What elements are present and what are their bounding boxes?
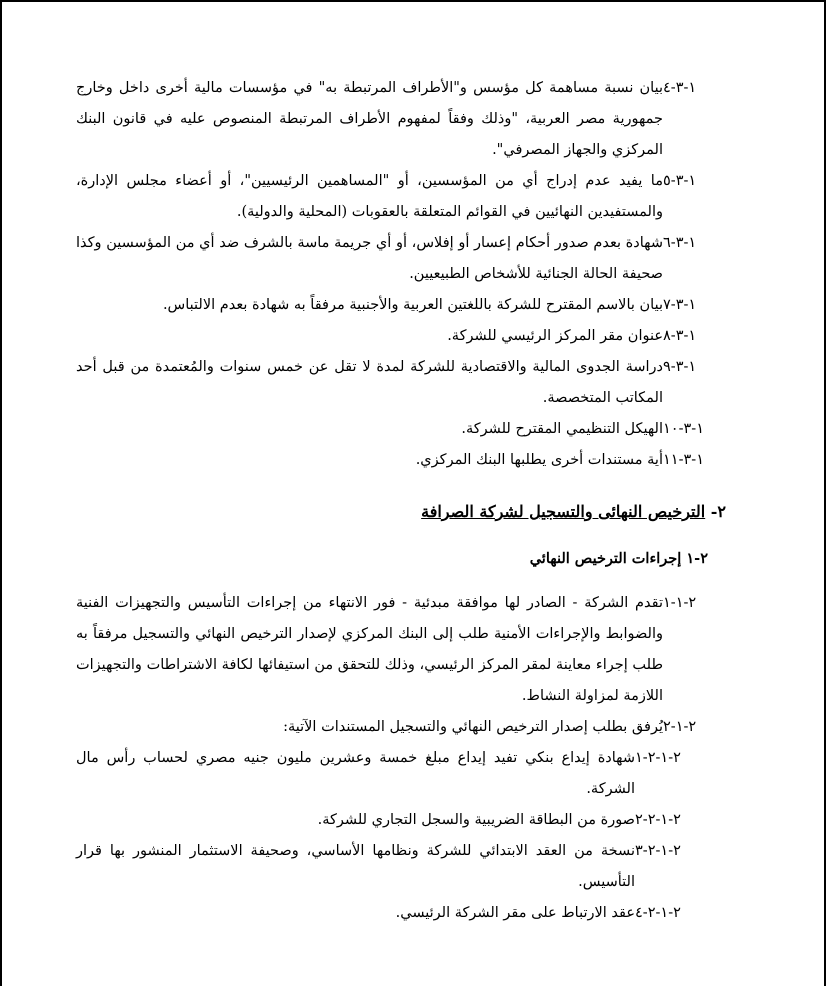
item-text: تقدم الشركة - الصادر لها موافقة مبدئية - فور الانتهاء من إجراءات التأسيس والتجهيزات الفنية والضوابط والإجراءات الأمنية طلب إلى البنك المركزي لإصدار الترخيص النهائي والتسجيل مرفقاً به طلب إجراء معاينة لمقر المركز الرئيسي، وذلك للتحقق من استيفائها لكافة الاشتراطات والتجهيزات اللازمة لمزاولة النشاط. (76, 595, 663, 704)
item-number: ١-٣-٤ (663, 80, 697, 96)
list-item (76, 898, 726, 929)
item-text: عنوان مقر المركز الرئيسي للشركة. (447, 328, 663, 344)
list-item (76, 321, 726, 352)
item-text: شهادة بعدم صدور أحكام إعسار أو إفلاس، أو أي جريمة ماسة بالشرف ضد أي من المؤسسين وكذا صحيفة الحالة الجنائية للأشخاص الطبيعيين. (76, 235, 663, 282)
list-item (76, 805, 726, 836)
list-item (76, 228, 726, 290)
item-number: ١-٣-٧ (663, 297, 697, 313)
item-number: ٢-١-٢-١ (635, 750, 681, 766)
item-number: ١-٣-٦ (663, 235, 697, 251)
item-number: ٢-١-٢-٤ (635, 905, 681, 921)
item-text: صورة من البطاقة الضريبية والسجل التجاري للشركة. (317, 812, 635, 828)
section-title: الترخيص النهائى والتسجيل لشركة الصرافة (421, 502, 706, 521)
list-item (76, 836, 726, 898)
item-text: شهادة إيداع بنكي تفيد إيداع مبلغ خمسة وعشرين مليون جنيه مصري لحساب رأس مال الشركة. (76, 750, 635, 797)
item-text: بيان نسبة مساهمة كل مؤسس و"الأطراف المرتبطة به" في مؤسسات مالية أخرى داخل وخارج جمهورية مصر العربية، "وذلك وفقاً لمفهوم الأطراف المرتبطة المنصوص عليه في قانون البنك المركزي والجهاز المصرفي". (76, 80, 663, 158)
item-text: بيان بالاسم المقترح للشركة باللغتين العربية والأجنبية مرفقاً به شهادة بعدم الالتباس. (162, 297, 663, 313)
subsection-heading (76, 543, 708, 574)
subsection-number: ٢-١ (686, 550, 708, 567)
list-item (76, 743, 726, 805)
item-number: ١-٣-١١ (663, 452, 704, 468)
list-item (76, 352, 726, 414)
subsection-title: إجراءات الترخيص النهائي (529, 550, 682, 567)
item-number: ٢-١-٢ (663, 719, 697, 735)
item-number: ١-٣-١٠ (663, 421, 704, 437)
list-item (76, 588, 726, 712)
item-number: ٢-١-١ (663, 595, 697, 611)
item-text: أية مستندات أخرى يطلبها البنك المركزي. (415, 452, 663, 468)
list-item (76, 414, 726, 445)
page-border-top (0, 0, 826, 2)
document-body (76, 73, 726, 929)
item-text: عقد الارتباط على مقر الشركة الرئيسي. (395, 905, 635, 921)
list-item (76, 445, 726, 476)
item-text: يُرفق بطلب إصدار الترخيص النهائي والتسجيل المستندات الآتية: (283, 719, 663, 735)
item-number: ٢-١-٢-٢ (635, 812, 681, 828)
list-item (76, 712, 726, 743)
item-text: نسخة من العقد الابتدائي للشركة ونظامها الأساسي، وصحيفة الاستثمار المنشور بها قرار التأسيس. (76, 843, 635, 890)
section-number: ٢- (710, 502, 726, 521)
list-item (76, 166, 726, 228)
section-heading (76, 496, 726, 527)
item-text: الهيكل التنظيمي المقترح للشركة. (461, 421, 663, 437)
list-item (76, 290, 726, 321)
list-item (76, 73, 726, 166)
item-number: ١-٣-٥ (663, 173, 697, 189)
page-border-left (0, 0, 2, 986)
item-number: ١-٣-٨ (663, 328, 697, 344)
item-number: ٢-١-٢-٣ (635, 843, 681, 859)
item-text: ما يفيد عدم إدراج أي من المؤسسين، أو "المساهمين الرئيسيين"، أو أعضاء مجلس الإدارة، والمستفيدين النهائيين في القوائم المتعلقة بالعقوبات (المحلية والدولية). (76, 173, 663, 220)
item-text: دراسة الجدوى المالية والاقتصادية للشركة لمدة لا تقل عن خمس سنوات والمُعتمدة من قبل أحد المكاتب المتخصصة. (76, 359, 663, 406)
item-number: ١-٣-٩ (663, 359, 697, 375)
